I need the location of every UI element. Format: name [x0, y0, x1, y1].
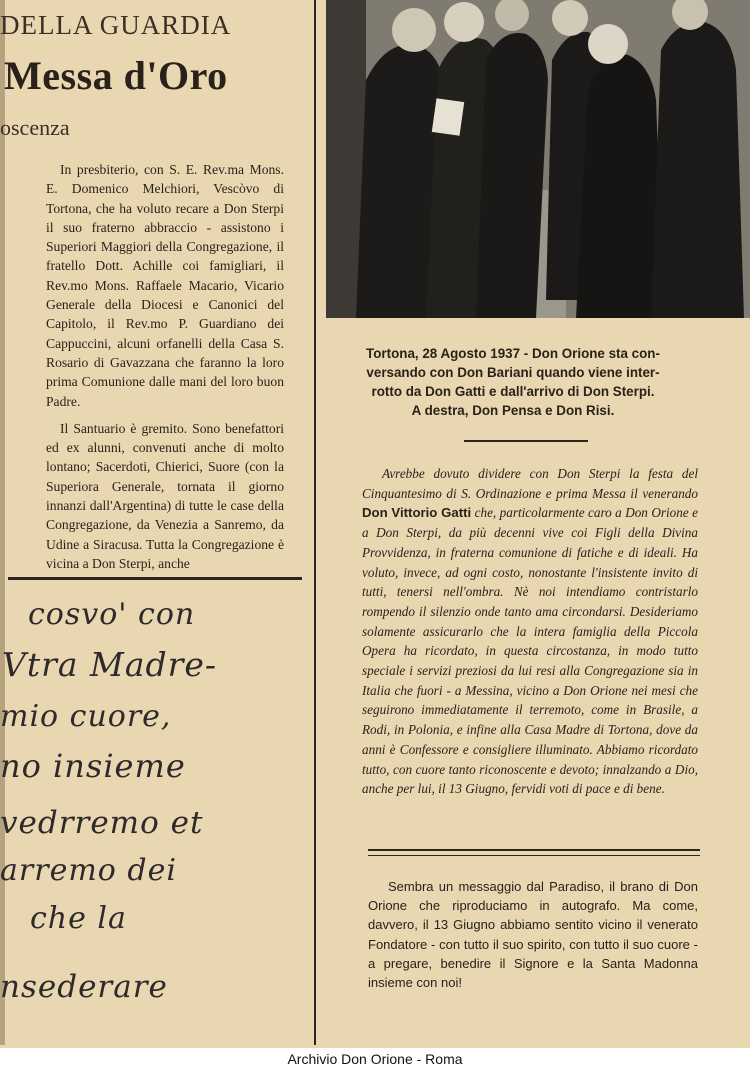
- left-article-body: [46, 160, 284, 581]
- header-top-text: DELLA GUARDIA: [0, 10, 232, 40]
- article-subtitle: oscenza: [0, 115, 70, 140]
- group-photograph: [326, 0, 750, 318]
- handwriting-line: cosvo' con: [28, 597, 196, 632]
- autograph-manuscript: [0, 595, 312, 1045]
- photo-caption: [358, 344, 668, 420]
- section-divider-top: [368, 849, 700, 851]
- archive-footer: Archivio Don Orione - Roma: [0, 1048, 750, 1070]
- closing-text: Sembra un messaggio dal Paradiso, il brano di Don Orione che riproduciamo in autografo. Ma come, davvero, il 13 Giugno abbiamo sentito vicino il venerato Fondatore - con tutto il suo spirito, con tutto il suo cuore - a pregare, benedire il Signore e la Santa Madonna insieme con noi!: [368, 879, 698, 991]
- column-divider: [314, 0, 316, 1045]
- caption-line: Tortona, 28 Agosto 1937 - Don Orione sta con-: [366, 346, 660, 361]
- article-title: Messa d'Oro: [4, 53, 228, 98]
- left-paragraph: In presbiterio, con S. E. Rev.ma Mons. E. Domenico Melchiori, Vescòvo di Tortona, che ha voluto recare a Don Sterpi il suo fraterno abbraccio - assistono i Superiori Maggiori della Congregazione, il fratello Dott. Achille coi famigliari, il Rev.mo Mons. Raffaele Macario, Vicario Generale della Diocesi e Canonici del Capitolo, il Rev.mo P. Guardiano dei Cappuccini, alcuni orfanelli della Casa S. Rosario di Gavazzana che faranno la loro prima Comunione dalle mani del loro buon Padre.: [46, 162, 284, 409]
- handwriting-line: Vtra Madre-: [2, 645, 218, 684]
- tribute-paragraph: [362, 464, 698, 799]
- tribute-name: Don Vittorio Gatti: [362, 505, 472, 521]
- handwriting-line: mio cuore,: [0, 699, 172, 734]
- caption-separator: [464, 440, 588, 442]
- tribute-body: che, particolarmente caro a Don Orione e a Don Sterpi, da più decenni vive coi Figli della Divina Provvidenza, in fraterna comunione di fatiche e di ideali. Ha voluto, invece, ad ogni costo, nonostante l'insistente invito di tutti, tenersi nell'ombra. Nè noi intendiamo contristarlo rompendo il silenzio onde tanto ama circondarsi. Desideriamo solamente assicurarlo che la intera famiglia della Piccola Opera ha ricordato, in questa circostanza, in modo tutto speciale i servizi preziosi da lui resi alla Congregazione sia in Italia che fuori - a Messina, vicino a Don Orione nei mesi che seguirono immediatamente il terremoto, come in Brasile, a Rodi, in Polonia, e infine alla Casa Madre di Tortona, dove da anni è Confessore e consigliere illuminato. Abbiamo ricordato tutto, con cuore tanto riconoscente e devoto; innalzando a Dio, anche per lui, il 13 Giugno, fervidi voti di pace e di bene.: [362, 505, 698, 797]
- handwriting-line: arremo dei: [0, 853, 177, 888]
- photo-figures-image: [326, 0, 750, 318]
- closing-paragraph: [368, 877, 698, 992]
- caption-line: rotto da Don Gatti e dall'arrivo di Don Sterpi.: [371, 384, 655, 399]
- left-paragraph: Il Santuario è gremito. Sono benefattori ed ex alunni, convenuti anche di molto lontano; Sacerdoti, Chierici, Suore (con la Superiora Generale, tornata il giorno innanzi dall'Argentina) di tutte le case della Congregazione, da Venezia a Sanremo, da Udine a Siracusa. Tutta la Congregazione è vicina a Don Sterpi, anche: [46, 420, 284, 571]
- tribute-text: [362, 464, 698, 799]
- handwriting-line: nsederare: [0, 969, 168, 1005]
- caption-line: A destra, Don Pensa e Don Risi.: [411, 403, 615, 418]
- handwriting-line: che la: [30, 901, 127, 936]
- section-divider-bottom: [368, 855, 700, 856]
- caption-line: versando con Don Bariani quando viene inter-: [366, 365, 660, 380]
- handwriting-line: vedrremo et: [0, 805, 204, 841]
- tribute-intro: Avrebbe dovuto dividere con Don Sterpi la festa del Cinquantesimo di S. Ordinazione e prima Messa il venerando: [362, 466, 698, 501]
- left-divider: [8, 577, 302, 580]
- handwriting-line: no insieme: [0, 747, 186, 785]
